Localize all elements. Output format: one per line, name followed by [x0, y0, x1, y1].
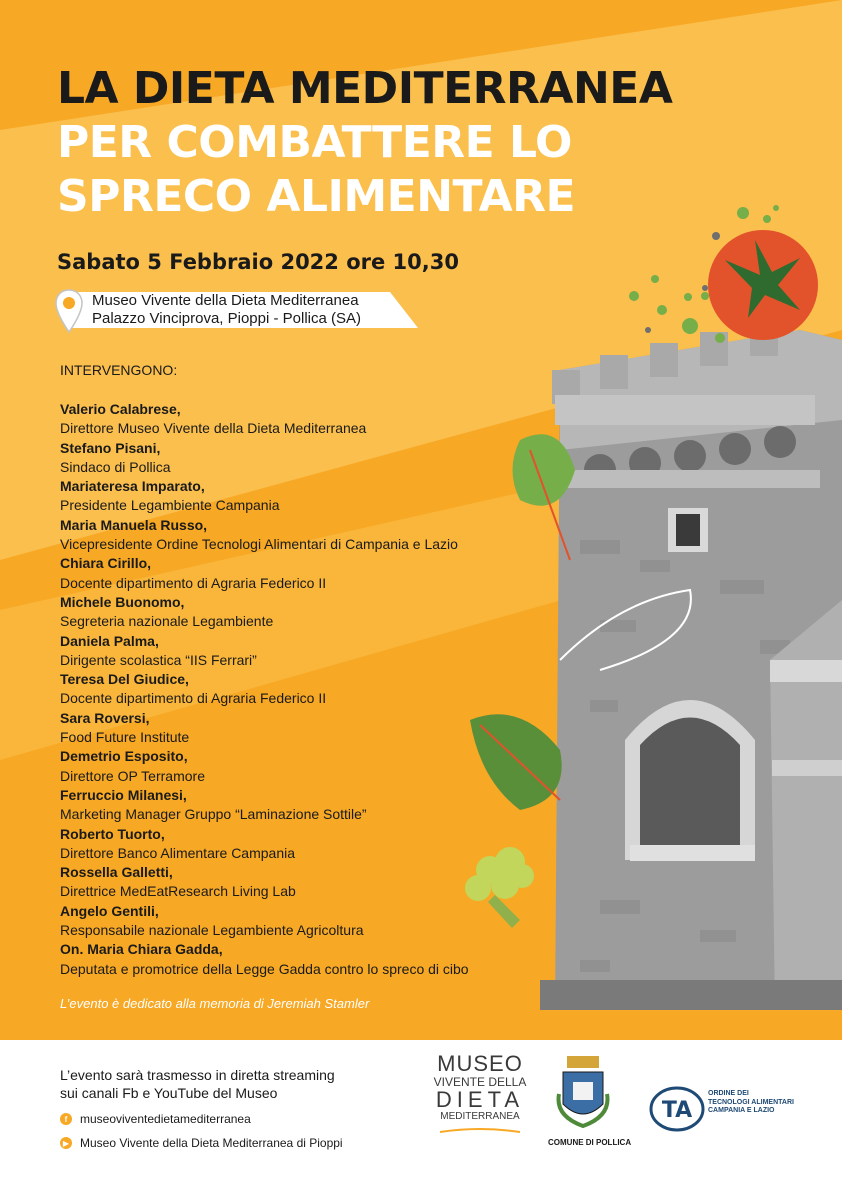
youtube-label: Museo Vivente della Dieta Mediterranea di Pioppi	[80, 1136, 343, 1150]
speaker-role: Food Future Institute	[60, 729, 190, 746]
facebook-link[interactable]	[60, 1112, 251, 1126]
speaker-role: Segreteria nazionale Legambiente	[60, 613, 274, 630]
footer	[0, 1040, 842, 1191]
museo-logo-line-2: VIVENTE DELLA	[433, 1075, 527, 1089]
speakers-label: INTERVENGONO:	[60, 362, 178, 378]
speaker-role: Presidente Legambiente Campania	[60, 497, 280, 514]
streaming-line-2: sui canali Fb e YouTube del Museo	[60, 1085, 278, 1101]
title-line-2: PER COMBATTERE LO	[57, 117, 572, 168]
speaker-role: Direttore Museo Vivente della Dieta Mediterranea	[60, 420, 367, 437]
speaker-name: Rossella Galletti,	[60, 864, 173, 881]
comune-crest-icon	[553, 1054, 613, 1136]
speaker-role: Docente dipartimento di Agraria Federico II	[60, 690, 327, 707]
facebook-icon: f	[60, 1113, 72, 1125]
venue-banner	[50, 288, 420, 339]
youtube-link[interactable]	[60, 1136, 343, 1150]
dedication: L’evento è dedicato alla memoria di Jeremiah Stamler	[60, 996, 370, 1011]
ordine-line-1: ORDINE DEI	[708, 1090, 749, 1097]
speaker-role: Marketing Manager Gruppo “Laminazione Sottile”	[60, 806, 367, 823]
museo-logo	[432, 1052, 528, 1141]
wheat-icon	[435, 1126, 525, 1136]
comune-label: COMUNE DI POLLICA	[548, 1138, 632, 1147]
speaker-role: Vicepresidente Ordine Tecnologi Alimentari di Campania e Lazio	[60, 536, 458, 553]
event-date: Sabato 5 Febbraio 2022 ore 10,30	[57, 250, 459, 274]
venue-line-2: Palazzo Vinciprova, Pioppi - Pollica (SA)	[92, 310, 362, 327]
venue-line-1: Museo Vivente della Dieta Mediterranea	[92, 292, 359, 309]
speaker-name: Mariateresa Imparato,	[60, 478, 205, 495]
speaker-name: Daniela Palma,	[60, 632, 159, 649]
speaker-role: Direttore Banco Alimentare Campania	[60, 844, 296, 861]
speaker-role: Sindaco di Pollica	[60, 458, 171, 475]
speaker-name: Valerio Calabrese,	[60, 401, 181, 417]
title-line-3: SPRECO ALIMENTARE	[57, 171, 576, 222]
ordine-line-2: TECNOLOGI ALIMENTARI	[708, 1098, 794, 1106]
speaker-role: Docente dipartimento di Agraria Federico II	[60, 574, 327, 591]
speaker-name: Demetrio Esposito,	[60, 748, 188, 765]
museo-logo-line-3: DIETA	[435, 1087, 525, 1112]
venue-text	[92, 292, 361, 328]
streaming-line-1: L’evento sarà trasmesso in diretta streaming	[60, 1067, 335, 1083]
speaker-name: Michele Buonomo,	[60, 593, 185, 610]
event-title	[57, 62, 757, 224]
speaker-role: Deputata e promotrice della Legge Gadda contro lo spreco di cibo	[60, 960, 469, 977]
location-pin-icon	[54, 288, 84, 336]
speaker-name: On. Maria Chiara Gadda,	[60, 941, 223, 958]
museo-logo-line-1: MUSEO	[437, 1051, 523, 1076]
speaker-name: Angelo Gentili,	[60, 902, 159, 919]
museo-logo-line-4: MEDITERRANEA	[440, 1111, 520, 1122]
speaker-role: Direttore OP Terramore	[60, 767, 205, 784]
speaker-role: Responsabile nazionale Legambiente Agricoltura	[60, 922, 364, 939]
speaker-name: Teresa Del Giudice,	[60, 671, 189, 688]
speaker-name: Maria Manuela Russo,	[60, 516, 208, 533]
speakers-list	[60, 400, 560, 979]
facebook-label: museoviventedietamediterranea	[80, 1112, 251, 1126]
ordine-logo-icon	[648, 1086, 706, 1132]
speaker-role: Direttrice MedEatResearch Living Lab	[60, 883, 296, 900]
ordine-label	[708, 1090, 794, 1116]
ordine-line-3: CAMPANIA E LAZIO	[708, 1107, 775, 1114]
ordine-initials: TA	[661, 1098, 693, 1123]
streaming-info	[60, 1066, 335, 1102]
speaker-name: Stefano Pisani,	[60, 439, 161, 456]
speaker-name: Roberto Tuorto,	[60, 825, 165, 842]
speaker-name: Chiara Cirillo,	[60, 555, 152, 572]
speaker-name: Sara Roversi,	[60, 709, 150, 726]
speaker-role: Dirigente scolastica “IIS Ferrari”	[60, 651, 257, 668]
speaker-name: Ferruccio Milanesi,	[60, 786, 187, 803]
youtube-icon: ▶	[60, 1137, 72, 1149]
speakers-section	[60, 362, 560, 979]
title-line-1: LA DIETA MEDITERRANEA	[57, 63, 673, 114]
